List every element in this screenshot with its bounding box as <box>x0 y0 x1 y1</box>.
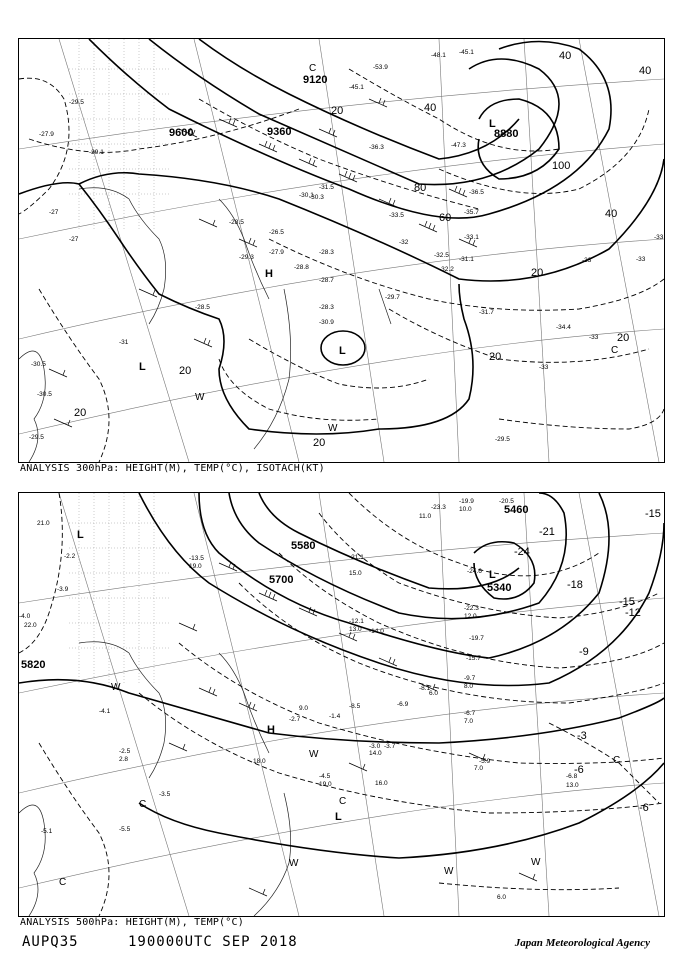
parallels <box>19 79 664 434</box>
station-temp: -33 <box>589 334 599 341</box>
cold-marker: C <box>59 877 67 888</box>
dew-point-depression: 9.0 <box>299 705 309 712</box>
dew-point-depression: 7.0 <box>464 718 474 725</box>
station-temp: -29.3 <box>239 254 254 261</box>
isotherm-label: -6 <box>574 764 584 776</box>
station-temp: -45.1 <box>349 84 364 91</box>
map-500hpa <box>19 493 664 916</box>
station-temp: -53.9 <box>373 64 388 71</box>
station-temp: -8.1 <box>419 685 431 692</box>
warm-marker: W <box>195 392 205 403</box>
station-temp: -3.5 <box>159 791 171 798</box>
station-temp: -24.6 <box>467 568 482 575</box>
station-temp: -14.0 <box>369 628 384 635</box>
station-temp: -28.5 <box>229 219 244 226</box>
high-center-marker: H <box>265 268 273 280</box>
station-temp: -27 <box>49 209 59 216</box>
station-temp: -5.5 <box>119 826 131 833</box>
height-label: 9120 <box>303 74 328 86</box>
isotach-label: 40 <box>639 65 652 77</box>
height-label: 9360 <box>267 126 292 138</box>
dew-point-depression: 2.8 <box>119 756 129 763</box>
station-temp: -20.5 <box>499 498 514 505</box>
station-temp: -29.5 <box>495 436 510 443</box>
station-temp: -29.5 <box>29 434 44 441</box>
height-label: 5700 <box>269 574 294 586</box>
dew-point-depression: 11.0 <box>419 513 432 520</box>
station-temp: -27.9 <box>39 131 54 138</box>
station-temp: -21.1 <box>349 554 364 561</box>
station-temp: -32.5 <box>434 252 449 259</box>
isotherm-label: -21 <box>539 526 555 538</box>
isotach-label: 20 <box>489 351 502 363</box>
station-temp: -19.7 <box>469 635 484 642</box>
isotherm-label: -15 <box>645 508 661 520</box>
agency-credit: Japan Meteorological Agency <box>514 937 650 949</box>
warm-marker: W <box>444 866 454 877</box>
station-temp: -33.1 <box>464 234 479 241</box>
isotach-label: 40 <box>559 50 572 62</box>
station-temp: -30.5 <box>31 361 46 368</box>
station-temp: -36.5 <box>469 189 484 196</box>
station-temp: -5.1 <box>41 828 53 835</box>
station-temp: -28.7 <box>319 277 334 284</box>
isotach-label: 80 <box>414 182 427 194</box>
station-temp: -47.3 <box>451 142 466 149</box>
valid-time: 190000UTC SEP 2018 <box>128 934 298 950</box>
dew-point-depression: 19.0 <box>319 781 332 788</box>
cold-marker: C <box>339 796 347 807</box>
low-center-marker: L <box>77 529 84 541</box>
station-temp: -15.7 <box>466 655 481 662</box>
cold-marker: C <box>309 63 317 74</box>
station-temp: -29.5 <box>69 99 84 106</box>
isotach-label: 100 <box>552 160 571 172</box>
isotach-label: 20 <box>74 407 87 419</box>
caption-500hpa: ANALYSIS 500hPa: HEIGHT(M), TEMP(°C) <box>20 917 244 928</box>
station-temp: -6.9 <box>397 701 409 708</box>
dew-point-depression: 7.0 <box>474 765 484 772</box>
station-temp: -33 <box>539 364 549 371</box>
low-center-marker: L <box>489 118 496 130</box>
isotach-label: 40 <box>424 102 437 114</box>
station-temp: -32.2 <box>439 266 454 273</box>
station-temp: -19.9 <box>459 498 474 505</box>
station-temp: -13.5 <box>189 555 204 562</box>
station-temp: -9.7 <box>464 675 476 682</box>
station-temp: -30.5 <box>37 391 52 398</box>
station-temp: -3.0 <box>369 743 381 750</box>
dew-point-depression: 13.0 <box>349 626 362 633</box>
dew-point-depression: 15.0 <box>349 570 362 577</box>
station-temp: -48.1 <box>431 52 446 59</box>
station-temp: -31.7 <box>479 309 494 316</box>
station-temp: -31.5 <box>319 184 334 191</box>
station-temp: -27.9 <box>269 249 284 256</box>
wind-barbs <box>169 562 537 896</box>
station-temp: -30.9 <box>319 319 334 326</box>
station-temp: -35.7 <box>464 209 479 216</box>
low-center-marker: L <box>335 811 342 823</box>
isotach-label: 60 <box>439 212 452 224</box>
dew-point-depression: 21.0 <box>37 520 50 527</box>
station-temp: -33 <box>654 234 664 241</box>
station-temp: -4.0 <box>19 613 31 620</box>
coastlines <box>19 642 291 916</box>
high-center-marker: H <box>267 724 275 736</box>
dew-point-depression: 6.0 <box>429 690 439 697</box>
station-temp: -31.1 <box>459 256 474 263</box>
dew-point-depression: 10.0 <box>459 506 472 513</box>
station-temp: -6.8 <box>566 773 578 780</box>
station-temp: -28.8 <box>294 264 309 271</box>
dew-point-depression: 22.0 <box>24 622 37 629</box>
station-temp: -33 <box>582 257 592 264</box>
chart-panel-300hpa <box>18 38 665 463</box>
station-temp: -2.5 <box>119 748 131 755</box>
station-temp: -30.3 <box>309 194 324 201</box>
caption-300hpa: ANALYSIS 300hPa: HEIGHT(M), TEMP(°C), ISOTACH(KT) <box>20 463 325 474</box>
dew-point-depression: 6.0 <box>497 894 507 901</box>
chart-code: AUPQ35 <box>22 934 79 950</box>
station-temp: -28.3 <box>319 304 334 311</box>
dew-point-depression: 18.0 <box>253 758 266 765</box>
height-label: 5580 <box>291 540 316 552</box>
dew-point-depression: 12.0 <box>464 613 477 620</box>
station-temp: -2.7 <box>289 716 301 723</box>
station-temp: -1.4 <box>329 713 341 720</box>
height-label: 5820 <box>21 659 46 671</box>
isotach-label: 20 <box>313 437 326 449</box>
station-temp: -30.1 <box>299 192 314 199</box>
station-temp: -28.3 <box>319 249 334 256</box>
height-contours <box>19 39 664 434</box>
warm-marker: W <box>531 857 541 868</box>
station-temp: -5.9 <box>479 758 491 765</box>
station-temp: -45.1 <box>459 49 474 56</box>
isotach-label: 20 <box>331 105 344 117</box>
low-center-marker: L <box>139 361 146 373</box>
isotherm-label: -9 <box>579 646 589 658</box>
meridians <box>59 39 659 462</box>
station-readings <box>19 498 579 901</box>
isotherm-label: -18 <box>567 579 583 591</box>
dew-point-depression: 16.0 <box>375 780 388 787</box>
isotach-label: 20 <box>617 332 630 344</box>
station-temp: -28.5 <box>195 304 210 311</box>
warm-marker: W <box>309 749 319 760</box>
station-temp: -8.5 <box>349 703 361 710</box>
station-temp: -27 <box>69 236 79 243</box>
dew-point-depression: 14.0 <box>369 750 382 757</box>
dew-point-depression: 8.0 <box>464 683 474 690</box>
station-temp: -36.3 <box>369 144 384 151</box>
dew-point-depression: 13.0 <box>566 782 579 789</box>
height-label: 5340 <box>487 582 512 594</box>
isotherm-label: -6 <box>639 802 649 814</box>
station-temp: -23.3 <box>431 504 446 511</box>
chart-panel-500hpa <box>18 492 665 917</box>
station-temp: -4.5 <box>319 773 331 780</box>
station-temp: -22.3 <box>464 605 479 612</box>
station-temp: -29.7 <box>385 294 400 301</box>
station-temp: -4.1 <box>99 708 111 715</box>
station-temp: -12.1 <box>349 618 364 625</box>
cold-marker: C <box>613 755 621 766</box>
isotach-label: 20 <box>179 365 192 377</box>
wind-barbs <box>49 98 477 427</box>
station-temp: -33.5 <box>389 212 404 219</box>
station-temp: -34.4 <box>556 324 571 331</box>
dew-point-depression: 19.0 <box>189 563 202 570</box>
low-center-marker: L <box>489 569 496 581</box>
warm-marker: W <box>328 423 338 434</box>
station-temp: -26.5 <box>269 229 284 236</box>
station-temp: -6.7 <box>464 710 476 717</box>
isotach-label: 40 <box>605 208 618 220</box>
cold-marker: C <box>139 799 147 810</box>
isotherm-label: -24 <box>514 546 530 558</box>
isotherm-label: -3 <box>577 730 587 742</box>
station-temp: -3.7 <box>384 743 396 750</box>
cold-marker: C <box>611 345 619 356</box>
station-temp: -31 <box>119 339 129 346</box>
low-center-marker: L <box>339 345 346 357</box>
isotachs <box>19 69 664 462</box>
height-label: 5460 <box>504 504 529 516</box>
warm-marker: W <box>111 682 121 693</box>
height-label: 8880 <box>494 128 519 140</box>
station-temp: -32 <box>399 239 409 246</box>
isotherm-label: -12 <box>625 607 641 619</box>
station-temp: -2.2 <box>64 553 76 560</box>
height-label: 9600 <box>169 127 194 139</box>
station-temp: -3.9 <box>57 586 69 593</box>
warm-marker: W <box>289 858 299 869</box>
station-temp: -33 <box>636 256 646 263</box>
isotherm-label: -15 <box>619 596 635 608</box>
station-temp: -29.1 <box>89 149 104 156</box>
map-300hpa <box>19 39 664 462</box>
isotach-label: 20 <box>531 267 544 279</box>
